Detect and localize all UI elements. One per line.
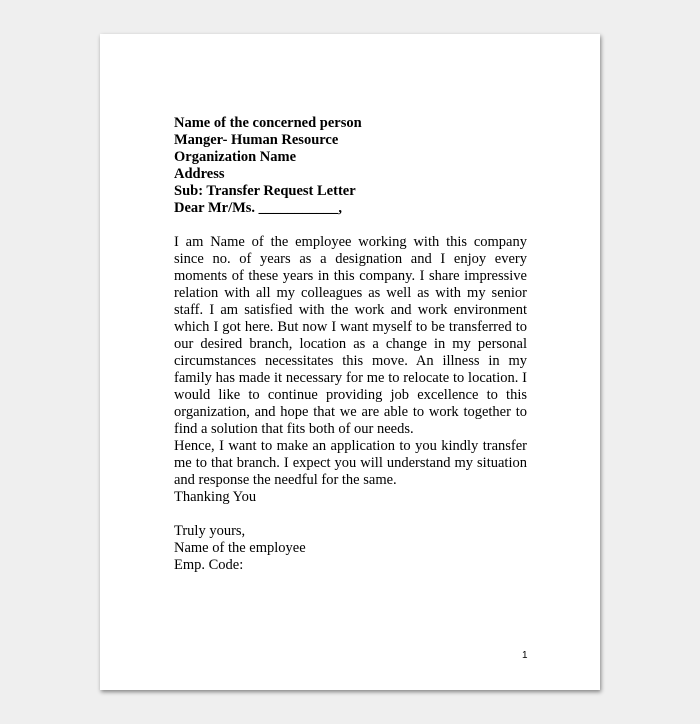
letter-content: [174, 115, 527, 574]
recipient-position: Manger- Human Resource: [174, 132, 339, 148]
sign-off: Truly yours,: [174, 523, 246, 539]
body-paragraph-1: I am Name of the employee working with this company since no. of years as a designation and I enjoy every moments of these years in this company. I share impressive relation with all my colleagues as well as with my senior staff. I am satisfied with the work and work environment which I got here. But now I want myself to be transferred to our desired branch, location as a change in my personal circumstances necessitates this move. An illness in my family has made it necessary for me to relocate to location. I would like to continue providing job excellence to this organization, and hope that we are able to work together to find a solution that fits both of our needs.: [174, 234, 527, 437]
body-paragraph-2: Hence, I want to make an application to you kindly transfer me to that branch. I expect you will understand my situation and response the needful for the same.: [174, 438, 527, 488]
salutation: Dear Mr/Ms. ___________,: [174, 200, 343, 216]
recipient-name: Name of the concerned person: [174, 115, 362, 131]
document-page: [100, 34, 600, 690]
organization-name: Organization Name: [174, 149, 297, 165]
closing-line: Thanking You: [174, 489, 257, 505]
address-line: Address: [174, 166, 225, 182]
letter-body: [174, 234, 527, 506]
subject-line: Sub: Transfer Request Letter: [174, 183, 356, 199]
employee-name: Name of the employee: [174, 540, 306, 556]
employee-code: Emp. Code:: [174, 557, 244, 573]
page-number: 1: [522, 650, 528, 661]
signature-block: [174, 523, 527, 574]
